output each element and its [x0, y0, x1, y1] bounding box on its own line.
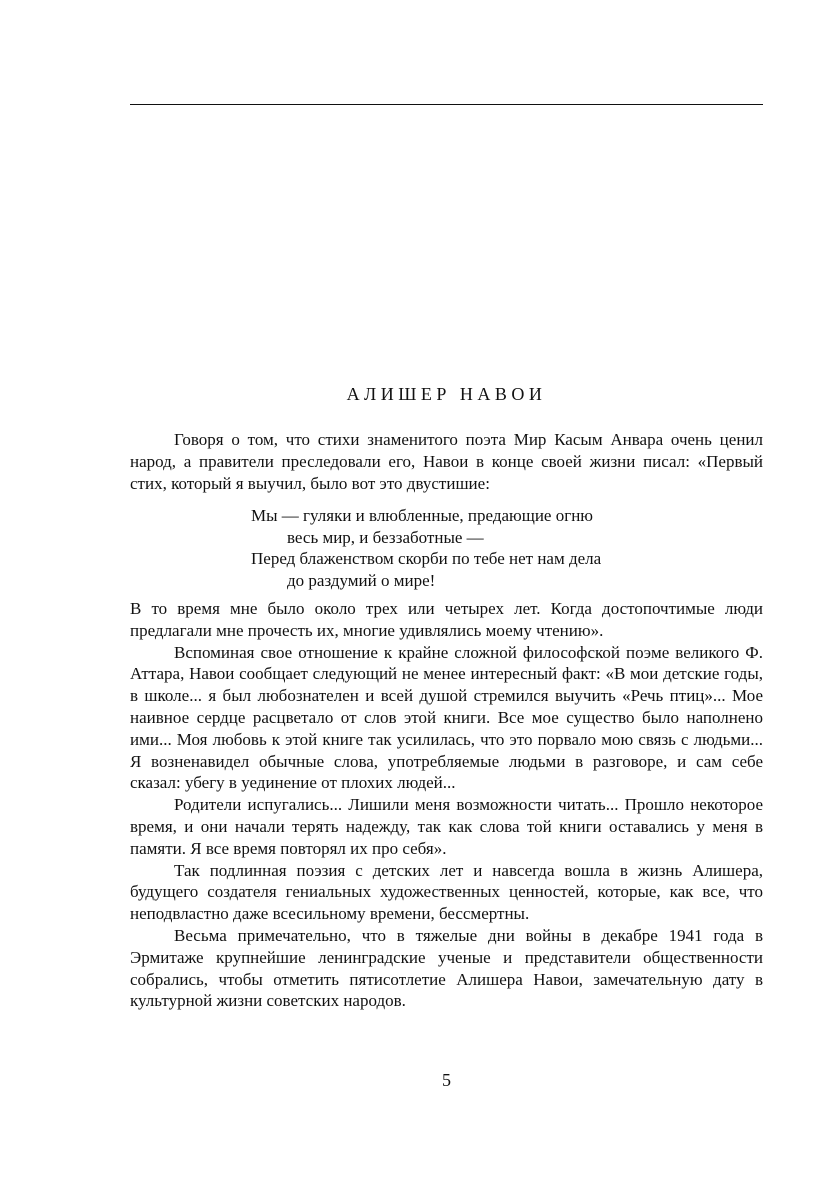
paragraph-poetry: Так подлинная поэзия с детских лет и навсегда вошла в жизнь Алишера, будущего создателя гениальных художественных ценностей, которые, как все, что неподвластно даже всесильному времени, бессмертны. — [130, 860, 763, 924]
page-number: 5 — [442, 1070, 451, 1090]
paragraph-parents: Родители испугались... Лишили меня возможности читать... Прошло некоторое время, и они начали терять надежду, так как слова той книги оставались у меня в памяти. Я все время повторял их про себя». — [130, 795, 763, 858]
paragraph-attar: Вспоминая свое отношение к крайне сложной философской поэме великого Ф. Аттара, Навои сообщает следующий не менее интересный факт: «В мои детские годы, в школе... я был любознателен и всей душой стремился выучить «Речь птиц»... Мое наивное сердце расцветало от слов этой книги. Все мое существо было наполнено ими... Моя любовь к этой книге так усилилась, что это порвало мою связь с людьми... Я возненавидел обычные слова, употребляемые людьми в разговоре, и сам себе сказал: убегу в уединение от плохих людей... — [130, 642, 763, 793]
verse-line: весь мир, и беззаботные — — [287, 527, 484, 547]
paragraph-war: Весьма примечательно, что в тяжелые дни войны в декабре 1941 года в Эрмитаже крупнейшие ленинградские ученые и представители общественности собрались, чтобы отметить пятисотлетие Алишера Навои, замечательную дату в культурной жизни советских народов. — [130, 925, 763, 1011]
verse-line: Мы — гуляки и влюбленные, предающие огню — [251, 506, 593, 526]
chapter-title: АЛИШЕР НАВОИ — [346, 384, 547, 404]
header-rule — [130, 104, 763, 105]
paragraph-intro: Говоря о том, что стихи знаменитого поэта Мир Касым Анвара очень ценил народ, а правители преследовали его, Навои в конце своей жизни писал: «Первый стих, который я выучил, было вот это двустишие: — [130, 430, 763, 493]
verse-quote — [251, 505, 763, 591]
verse-line: до раздумий о мире! — [287, 570, 436, 590]
paragraph-after-verse: В то время мне было около трех или четырех лет. Когда достопочтимые люди предлагали мне прочесть их, многие удивлялись моему чтению». — [130, 599, 763, 640]
verse-line: Перед блаженством скорби по тебе нет нам дела — [251, 549, 602, 569]
chapter-body — [130, 429, 763, 1012]
